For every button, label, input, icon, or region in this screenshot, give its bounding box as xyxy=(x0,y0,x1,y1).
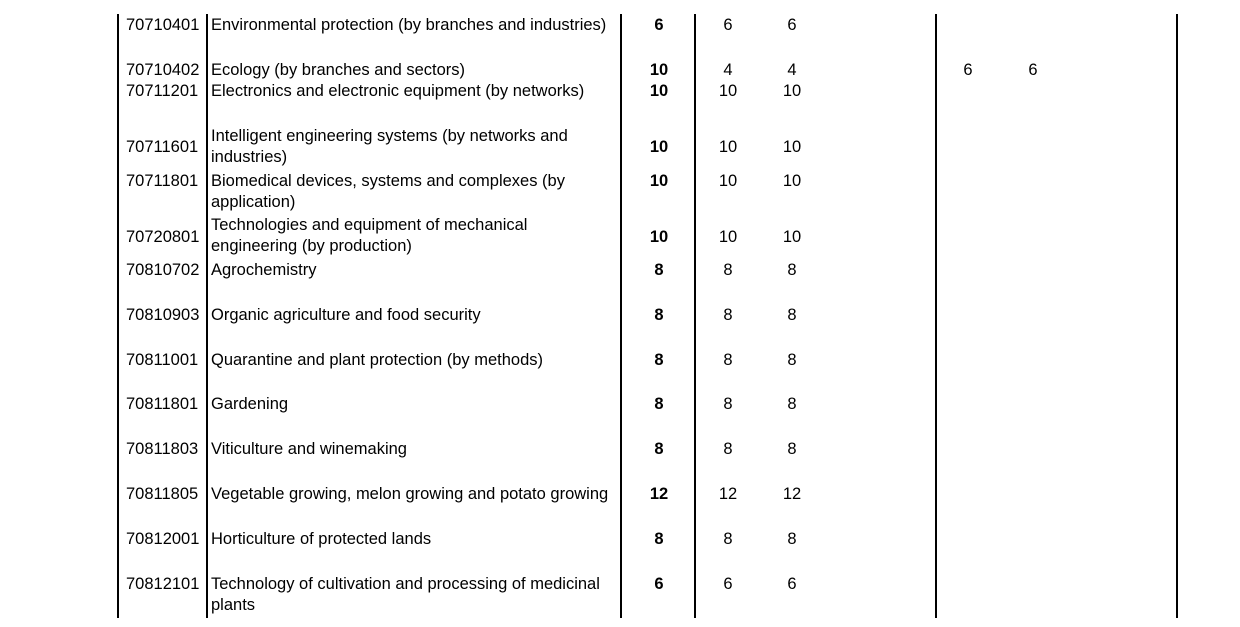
count-col-1: 10 xyxy=(718,228,738,246)
specialty-code: 70812101 xyxy=(126,575,200,593)
count-col-2: 8 xyxy=(787,261,797,279)
specialty-code: 70710401 xyxy=(126,16,200,34)
specialty-code: 70810702 xyxy=(126,261,200,279)
count-col-2: 10 xyxy=(782,82,802,100)
count-col-2: 8 xyxy=(787,306,797,324)
count-col-1: 10 xyxy=(718,82,738,100)
count-col-4: 6 xyxy=(1028,61,1038,79)
specialty-name: Quarantine and plant protection (by methods) xyxy=(211,351,544,369)
specialty-name: Intelligent engineering systems (by networks and industries) xyxy=(211,127,568,166)
column-divider-group xyxy=(935,14,937,618)
specialty-name: Vegetable growing, melon growing and potato growing xyxy=(211,485,609,503)
total-count: 8 xyxy=(654,530,664,548)
specialty-code: 70711601 xyxy=(126,138,199,156)
table-border-left xyxy=(117,14,119,618)
specialty-code: 70720801 xyxy=(126,228,200,246)
count-col-3: 6 xyxy=(963,61,973,79)
column-divider-total xyxy=(694,14,696,618)
total-count: 8 xyxy=(654,306,664,324)
total-count: 6 xyxy=(654,16,664,34)
total-count: 8 xyxy=(654,440,664,458)
count-col-1: 8 xyxy=(723,440,733,458)
count-col-2: 8 xyxy=(787,395,797,413)
count-col-2: 4 xyxy=(787,61,797,79)
count-col-2: 12 xyxy=(782,485,802,503)
total-count: 10 xyxy=(649,82,669,100)
count-col-2: 6 xyxy=(787,575,797,593)
count-col-1: 6 xyxy=(723,16,733,34)
specialty-name: Viticulture and winemaking xyxy=(211,440,407,458)
specialty-name: Biomedical devices, systems and complexes (by application) xyxy=(211,172,565,211)
count-col-1: 8 xyxy=(723,306,733,324)
count-col-2: 8 xyxy=(787,351,797,369)
specialty-name: Agrochemistry xyxy=(211,261,317,279)
total-count: 8 xyxy=(654,351,664,369)
total-count: 12 xyxy=(649,485,669,503)
count-col-1: 10 xyxy=(718,172,738,190)
specialty-name: Gardening xyxy=(211,395,289,413)
specialty-code: 70811805 xyxy=(126,485,199,503)
specialty-code: 70711201 xyxy=(126,82,199,100)
specialty-name: Technologies and equipment of mechanical engineering (by production) xyxy=(211,216,528,255)
count-col-2: 10 xyxy=(782,172,802,190)
total-count: 10 xyxy=(649,172,669,190)
count-col-1: 6 xyxy=(723,575,733,593)
total-count: 8 xyxy=(654,261,664,279)
count-col-1: 8 xyxy=(723,395,733,413)
count-col-2: 8 xyxy=(787,440,797,458)
total-count: 10 xyxy=(649,61,669,79)
specialty-name: Electronics and electronic equipment (by networks) xyxy=(211,82,585,100)
count-col-1: 12 xyxy=(718,485,738,503)
count-col-1: 4 xyxy=(723,61,733,79)
specialty-code: 70810903 xyxy=(126,306,200,324)
specialty-name: Environmental protection (by branches and industries) xyxy=(211,16,607,34)
total-count: 10 xyxy=(649,228,669,246)
column-divider-code xyxy=(206,14,208,618)
count-col-2: 10 xyxy=(782,228,802,246)
total-count: 8 xyxy=(654,395,664,413)
specialty-name: Ecology (by branches and sectors) xyxy=(211,61,466,79)
specialty-code: 70811801 xyxy=(126,395,199,413)
specialty-code: 70811001 xyxy=(126,351,199,369)
count-col-1: 8 xyxy=(723,530,733,548)
specialty-name: Technology of cultivation and processing of medicinal plants xyxy=(211,575,600,614)
specialty-code: 70812001 xyxy=(126,530,200,548)
count-col-2: 6 xyxy=(787,16,797,34)
count-col-1: 8 xyxy=(723,351,733,369)
total-count: 10 xyxy=(649,138,669,156)
count-col-1: 10 xyxy=(718,138,738,156)
column-divider-name xyxy=(620,14,622,618)
specialty-code: 70811803 xyxy=(126,440,199,458)
count-col-2: 8 xyxy=(787,530,797,548)
specialty-code: 70710402 xyxy=(126,61,200,79)
specialty-code: 70711801 xyxy=(126,172,199,190)
count-col-2: 10 xyxy=(782,138,802,156)
count-col-1: 8 xyxy=(723,261,733,279)
total-count: 6 xyxy=(654,575,664,593)
table-border-right xyxy=(1176,14,1178,618)
specialty-name: Organic agriculture and food security xyxy=(211,306,481,324)
specialty-name: Horticulture of protected lands xyxy=(211,530,432,548)
